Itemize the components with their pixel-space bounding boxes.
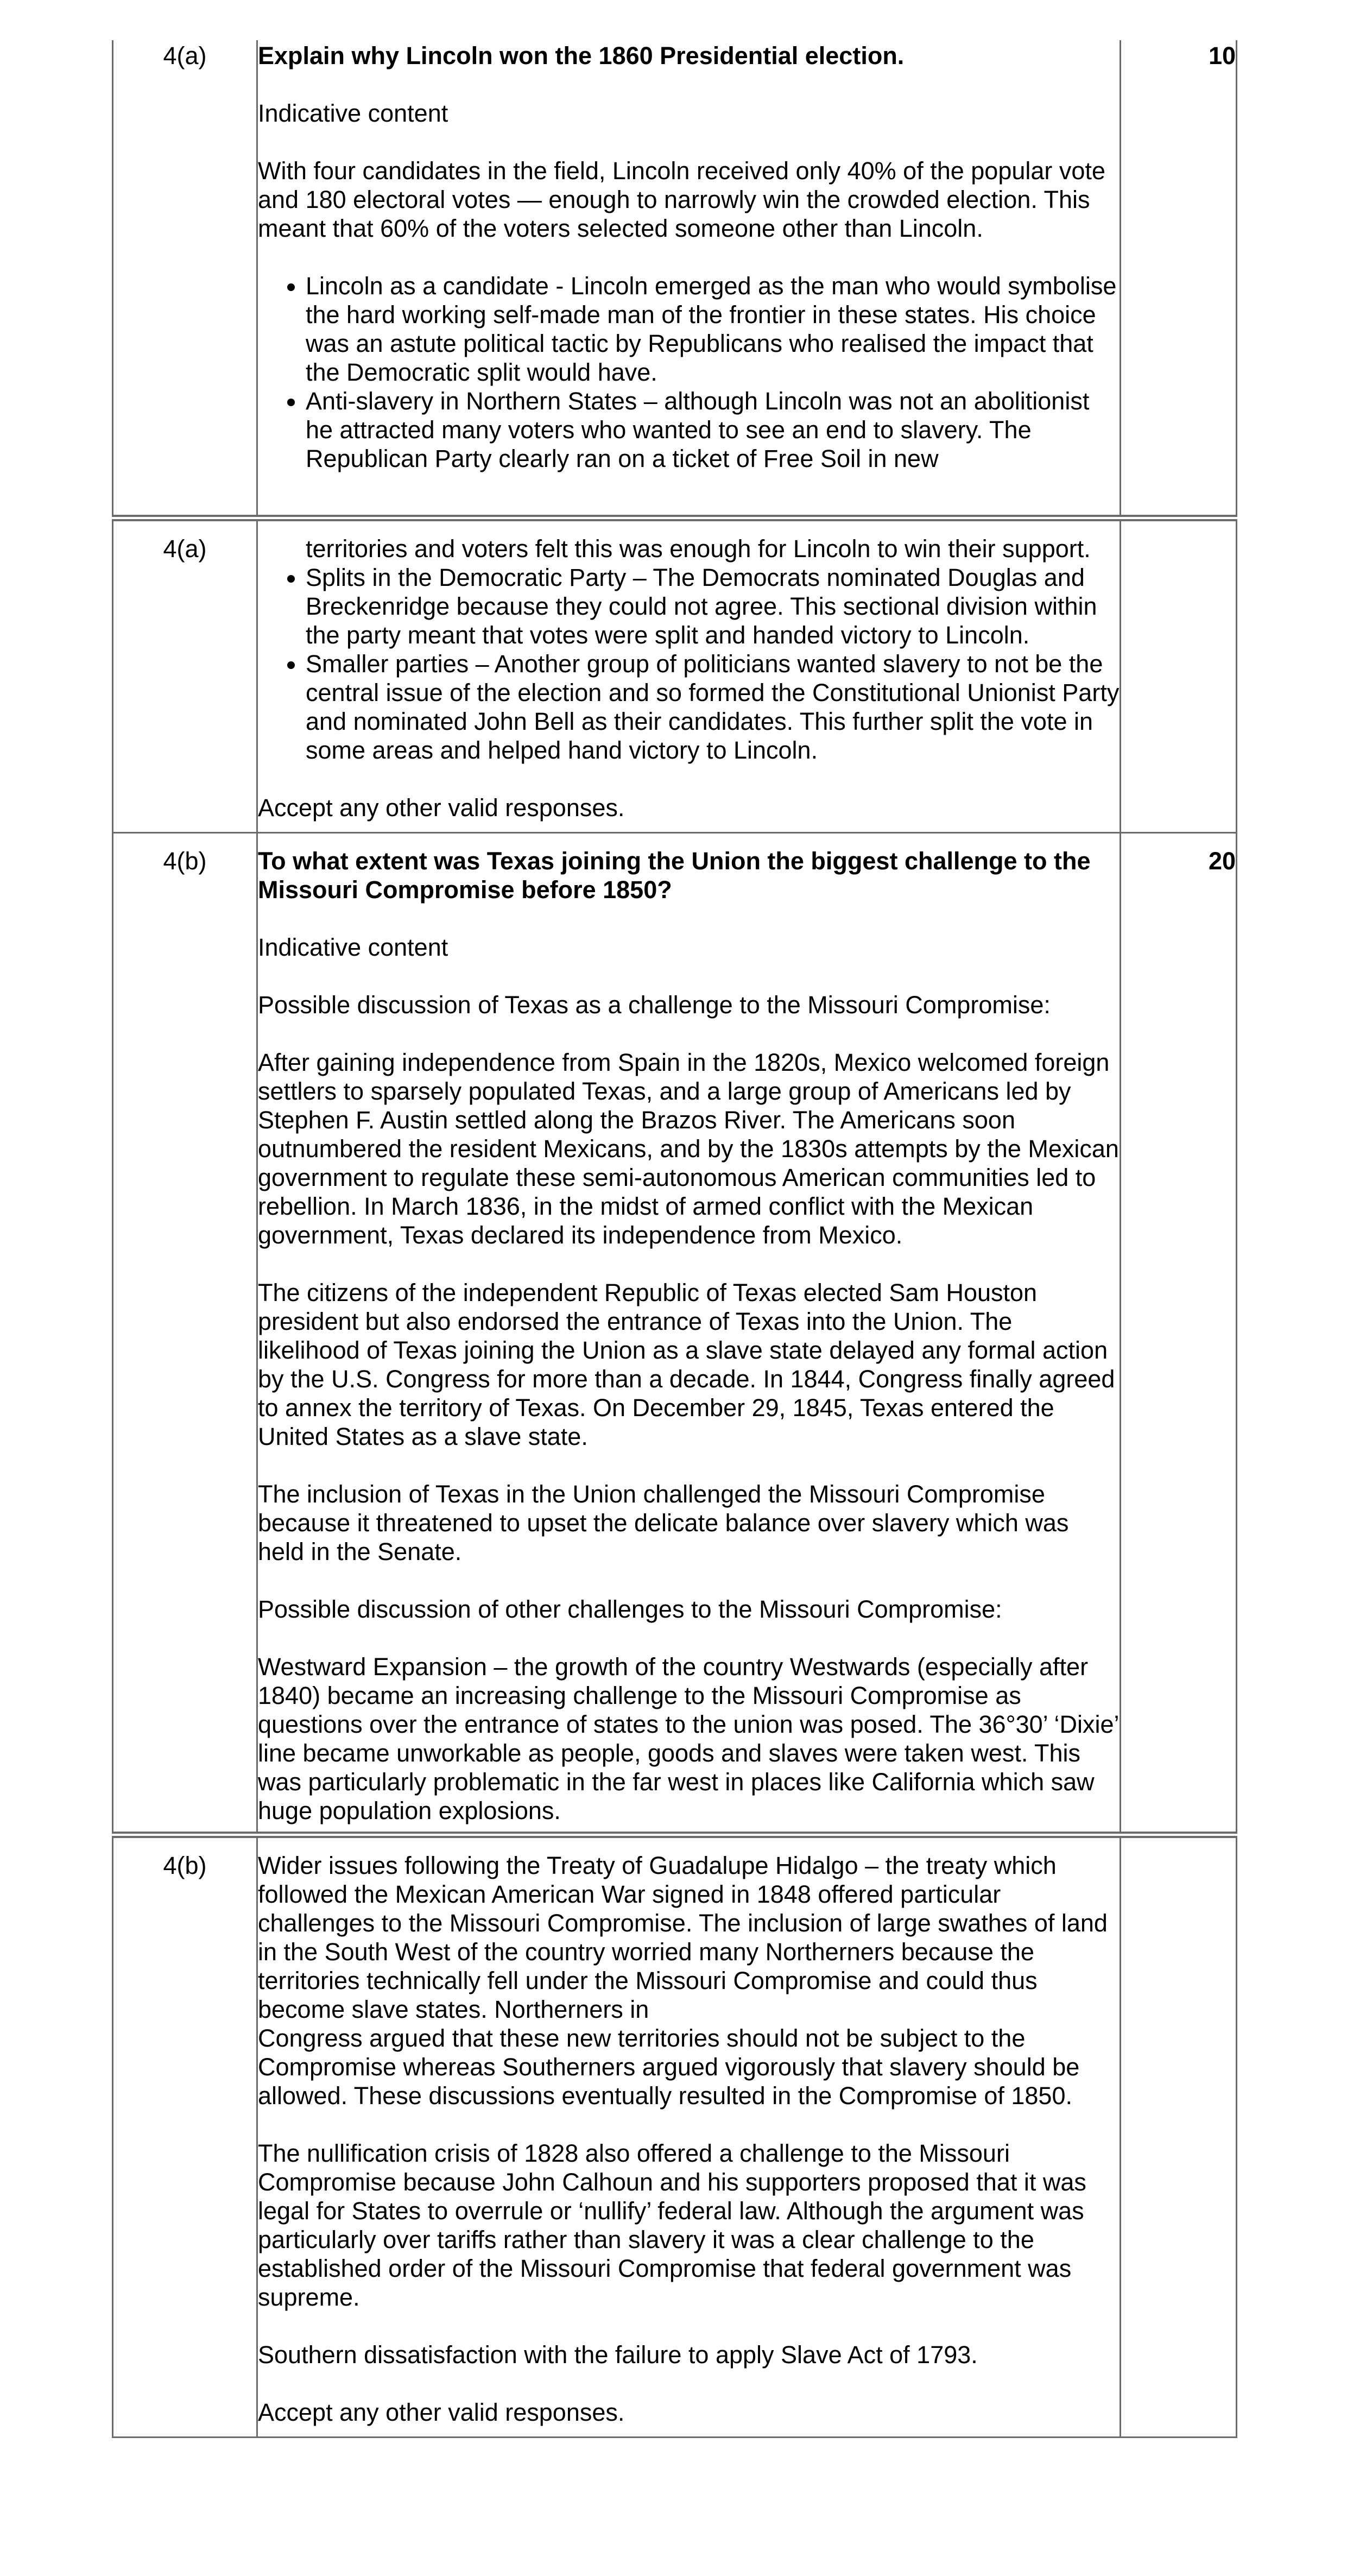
body-paragraph: Southern dissatisfaction with the failure to apply Slave Act of 1793.	[258, 2341, 978, 2369]
question-number: 4(b)	[163, 1852, 207, 1879]
question-number-cell	[113, 40, 257, 518]
body-paragraph: The nullification crisis of 1828 also offered a challenge to the Missouri Compromise because John Calhoun and his supporters proposed that it was legal for States to overrule or ‘nullify’ federal law. Although the argument was particularly over tariffs rather than slavery it was a clear challenge to the established order of the Missouri Compromise that federal government was supreme.	[258, 2139, 1086, 2311]
body-paragraph: Congress argued that these new territories should not be subject to the Compromise whereas Southerners argued vigorously that slavery should be allowed. These discussions eventually resulted in the Compromise of 1850.	[258, 2024, 1080, 2110]
question-number: 4(a)	[163, 42, 207, 70]
question-number-cell	[113, 833, 257, 1835]
marks-value: 20	[1208, 847, 1236, 875]
body-paragraph: The citizens of the independent Republic of Texas elected Sam Houston president but also endorsed the entrance of Texas into the Union. The likelihood of Texas joining the Union as a slave state delayed any formal action by the U.S. Congress for more than a decade. In 1844, Congress finally agreed to annex the territory of Texas. On December 29, 1845, Texas entered the United States as a slave state.	[258, 1279, 1115, 1450]
bullet-list	[258, 563, 1120, 765]
body-paragraph: Westward Expansion – the growth of the country Westwards (especially after 1840) became an increasing challenge to the Missouri Compromise as questions over the entrance of states to the union was posed. The 36°30’ ‘Dixie’ line became unworkable as people, goods and slaves were taken west. This was particularly problematic in the far west in places like California which saw huge population explosions.	[258, 1653, 1118, 1824]
body-paragraph: Possible discussion of Texas as a challenge to the Missouri Compromise:	[258, 991, 1051, 1019]
question-number: 4(a)	[163, 535, 207, 563]
list-item: • Anti-slavery in Northern States – although Lincoln was not an abolitionist he attracted many voters who wanted to see an end to slavery. The Republican Party clearly ran on a ticket of Free Soil in new	[306, 387, 1120, 473]
table-row	[113, 518, 1237, 833]
marks-cell	[1121, 518, 1237, 833]
intro-paragraph: With four candidates in the field, Lincoln received only 40% of the popular vote and 180 electoral votes — enough to narrowly win the crowded election. This meant that 60% of the voters selected someone other than Lincoln.	[258, 157, 1105, 242]
closing-note: Accept any other valid responses.	[258, 2398, 625, 2426]
question-number-cell	[113, 1835, 257, 2438]
mark-scheme-table	[112, 40, 1237, 2438]
body-paragraph: The inclusion of Texas in the Union challenged the Missouri Compromise because it threatened to upset the delicate balance over slavery which was held in the Senate.	[258, 1480, 1069, 1565]
indicative-content-label: Indicative content	[258, 99, 448, 127]
answer-content-cell	[257, 1835, 1121, 2438]
body-paragraph: Possible discussion of other challenges to the Missouri Compromise:	[258, 1595, 1002, 1623]
question-text: To what extent was Texas joining the Union the biggest challenge to the Missouri Compromise before 1850?	[258, 847, 1091, 904]
marks-value	[1121, 521, 1236, 529]
continued-bullet-text: territories and voters felt this was enough for Lincoln to win their support.	[306, 535, 1091, 563]
list-item: • Smaller parties – Another group of politicians wanted slavery to not be the central issue of the election and so formed the Constitutional Unionist Party and nominated John Bell as their candidates. This further split the vote in some areas and helped hand victory to Lincoln.	[306, 649, 1120, 765]
list-item: • Lincoln as a candidate - Lincoln emerged as the man who would symbolise the hard working self-made man of the frontier in these states. His choice was an astute political tactic by Republicans who realised the impact that the Democratic split would have.	[306, 272, 1120, 387]
body-paragraph: Wider issues following the Treaty of Guadalupe Hidalgo – the treaty which followed the Mexican American War signed in 1848 offered particular challenges to the Missouri Compromise. The inclusion of large swathes of land in the South West of the country worried many Northerners because the territories technically fell under the Missouri Compromise and could thus become slave states. Northerners in	[258, 1852, 1108, 2023]
answer-content-cell	[257, 40, 1121, 518]
question-number-cell	[113, 518, 257, 833]
table-row	[113, 40, 1237, 518]
marks-cell	[1121, 40, 1237, 518]
list-item: • Splits in the Democratic Party – The Democrats nominated Douglas and Breckenridge because they could not agree. This sectional division within the party meant that votes were split and handed victory to Lincoln.	[306, 563, 1120, 649]
answer-content-cell	[257, 518, 1121, 833]
marks-cell	[1121, 1835, 1237, 2438]
table-row	[113, 1835, 1237, 2438]
question-text: Explain why Lincoln won the 1860 Presidential election.	[258, 42, 905, 70]
answer-content-cell	[257, 833, 1121, 1835]
indicative-content-label: Indicative content	[258, 933, 448, 961]
closing-note: Accept any other valid responses.	[258, 794, 625, 822]
table-row	[113, 833, 1237, 1835]
bullet-list	[258, 272, 1120, 473]
body-paragraph: After gaining independence from Spain in the 1820s, Mexico welcomed foreign settlers to sparsely populated Texas, and a large group of Americans led by Stephen F. Austin settled along the Brazos River. The Americans soon outnumbered the resident Mexicans, and by the 1830s attempts by the Mexican government to regulate these semi-autonomous American communities led to rebellion. In March 1836, in the midst of armed conflict with the Mexican government, Texas declared its independence from Mexico.	[258, 1049, 1119, 1249]
marks-value	[1121, 1838, 1236, 1846]
marks-cell	[1121, 833, 1237, 1835]
question-number: 4(b)	[163, 847, 207, 875]
marks-value: 10	[1208, 42, 1236, 70]
